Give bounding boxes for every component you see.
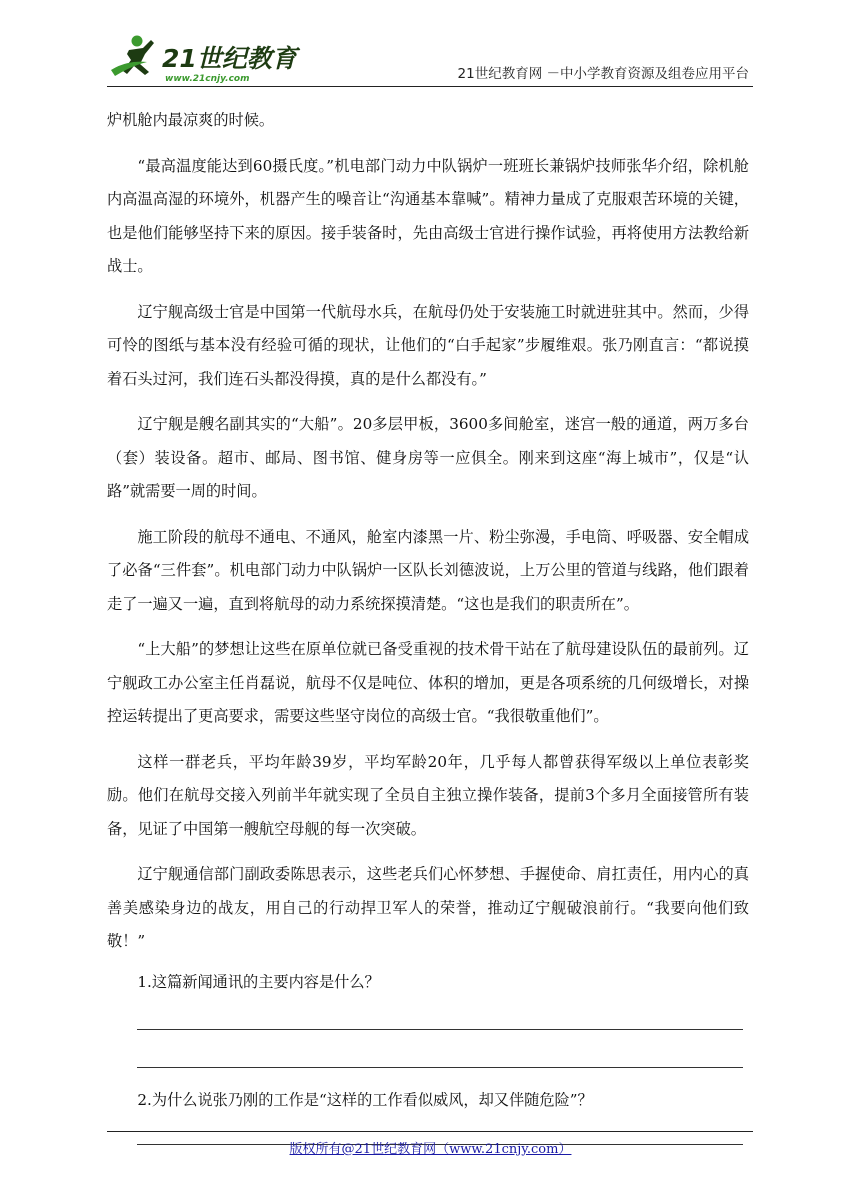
page-footer [0,1138,861,1157]
logo-text: 21世纪教育 [162,44,297,73]
page-header [107,30,753,87]
paragraph-2: “最高温度能达到60摄氏度。”机电部门动力中队锅炉一班班长兼锅炉技师张华介绍，除机舱内高温高湿的环境外，机器产生的噪音让“沟通基本靠喊”。精神力量成了克服艰苦环境的关键，也是他们能够坚持下来的原因。接手装备时，先由高级士官进行操作试验，再将使用方法教给新战士。 [107,156,749,275]
question-1: 1.这篇新闻通讯的主要内容是什么？ [137,972,380,991]
paragraph-1: 炉机舱内最凉爽的时候。 [107,111,275,129]
site-logo[interactable] [107,30,307,84]
article-body [107,104,749,1145]
paragraph-8: 辽宁舰通信部门副政委陈思表示，这些老兵们心怀梦想、手握使命、肩扛责任，用内心的真善美感染身边的战友，用自己的行动捍卫军人的荣誉，推动辽宁舰破浪前行。“我要向他们致敬！” [107,865,749,950]
runner-icon [111,36,154,77]
site-title: 21世纪教育网 －中小学教育资源及组卷应用平台 [457,66,749,82]
answer-line[interactable] [137,1067,743,1068]
footer-divider [107,1131,753,1132]
paragraph-7: 这样一群老兵，平均年龄39岁，平均军龄20年，几乎每人都曾获得军级以上单位表彰奖励。他们在航母交接入列前半年就实现了全员自主独立操作装备，提前3个多月全面接管所有装备，见证了中国第一艘航空母舰的每一次突破。 [107,752,749,838]
question-2: 2.为什么说张乃刚的工作是“这样的工作看似威风，却又伴随危险”？ [137,1090,593,1109]
answer-line[interactable] [137,1029,743,1030]
paragraph-5: 施工阶段的航母不通电、不通风，舱室内漆黑一片、粉尘弥漫，手电筒、呼吸器、安全帽成了必备“三件套”。机电部门动力中队锅炉一区队长刘德波说，上万公里的管道与线路，他们跟着走了一遍又一遍，直到将航母的动力系统探摸清楚。“这也是我们的职责所在”。 [107,527,749,613]
copyright-link[interactable]: 版权所有@21世纪教育网（www.21cnjy.com） [289,1142,572,1157]
paragraph-6: “上大船”的梦想让这些在原单位就已备受重视的技术骨干站在了航母建设队伍的最前列。辽宁舰政工办公室主任肖磊说，航母不仅是吨位、体积的增加，更是各项系统的几何级增长，对操控运转提出了更高要求，需要这些坚守岗位的高级士官。“我很敬重他们”。 [107,640,749,725]
paragraph-3: 辽宁舰高级士官是中国第一代航母水兵，在航母仍处于安装施工时就进驻其中。然而，少得可怜的图纸与基本没有经验可循的现状，让他们的“白手起家”步履维艰。张乃刚直言：“都说摸着石头过河，我们连石头都没得摸，真的是什么都没有。” [107,302,749,388]
paragraph-4: 辽宁舰是艘名副其实的“大船”。20多层甲板，3600多间舱室，迷宫一般的通道，两万多台（套）装设备。超市、邮局、图书馆、健身房等一应俱全。刚来到这座“海上城市”，仅是“认路”就需要一周的时间。 [107,415,749,500]
logo-url: www.21cnjy.com [165,74,250,84]
